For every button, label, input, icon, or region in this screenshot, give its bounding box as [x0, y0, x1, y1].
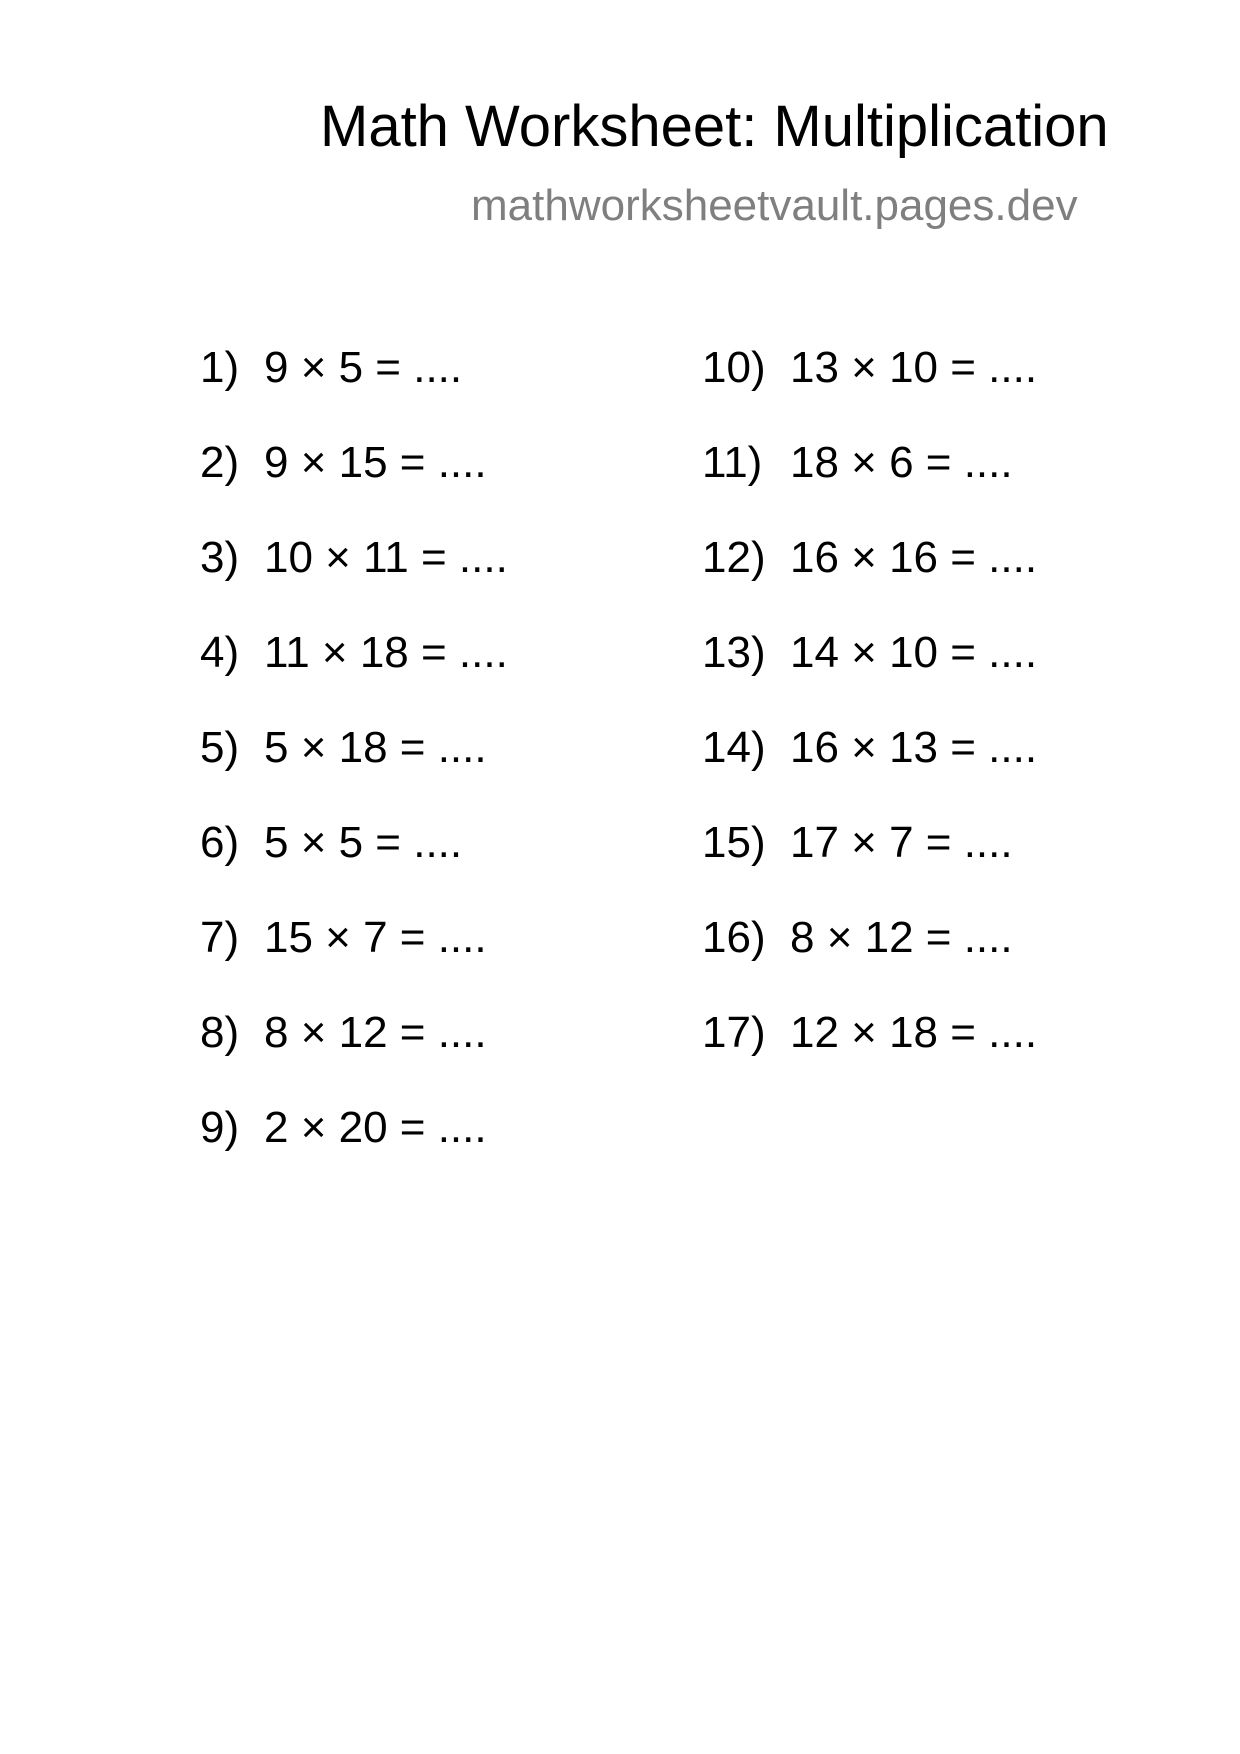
problem-number: 1) [200, 343, 240, 392]
problem-item [702, 343, 1038, 441]
problem-item [200, 1008, 508, 1106]
problem-expression: 15 × 7 = .... [264, 913, 487, 962]
problem-number: 7) [200, 913, 240, 962]
problem-expression: 18 × 6 = .... [790, 438, 1013, 487]
problem-item [702, 913, 1037, 1011]
problem-item [702, 818, 1037, 916]
problem-number: 10) [702, 343, 766, 392]
problem-item [200, 438, 508, 536]
problem-expression: 16 × 16 = .... [790, 533, 1038, 582]
problem-number: 9) [200, 1103, 240, 1152]
problem-item [200, 1103, 508, 1201]
problem-number: 4) [200, 628, 240, 677]
problem-number: 16) [702, 913, 766, 962]
problem-number: 6) [200, 818, 240, 867]
source-url: mathworksheetvault.pages.dev [471, 181, 1078, 230]
problem-number: 14) [702, 723, 766, 772]
problem-item [702, 628, 1038, 726]
problem-expression: 12 × 18 = .... [790, 1008, 1038, 1057]
problem-expression: 14 × 10 = .... [790, 628, 1038, 677]
problem-expression: 13 × 10 = .... [790, 343, 1038, 392]
problem-number: 17) [702, 1008, 766, 1057]
problem-expression: 9 × 15 = .... [264, 438, 487, 487]
problem-number: 11) [702, 438, 763, 487]
problem-column-left [200, 343, 508, 1201]
problem-expression: 8 × 12 = .... [790, 913, 1013, 962]
problem-expression: 5 × 5 = .... [264, 818, 463, 867]
problem-expression: 2 × 20 = .... [264, 1103, 487, 1152]
problem-number: 8) [200, 1008, 240, 1057]
problem-expression: 9 × 5 = .... [264, 343, 463, 392]
problem-item [702, 438, 1037, 536]
problem-item [702, 1008, 1038, 1106]
problem-item [702, 723, 1038, 821]
problem-expression: 17 × 7 = .... [790, 818, 1013, 867]
problem-item [200, 533, 508, 631]
problem-number: 15) [702, 818, 766, 867]
problem-item [200, 818, 508, 916]
problem-item [200, 628, 508, 726]
problem-number: 12) [702, 533, 766, 582]
problem-expression: 5 × 18 = .... [264, 723, 487, 772]
problem-expression: 10 × 11 = .... [264, 533, 508, 582]
problem-column-right [702, 343, 1038, 1106]
page-title: Math Worksheet: Multiplication [320, 94, 1109, 159]
problem-number: 3) [200, 533, 240, 582]
problem-number: 13) [702, 628, 766, 677]
problem-item [200, 343, 508, 441]
problem-item [702, 533, 1038, 631]
problem-item [200, 723, 508, 821]
problem-expression: 11 × 18 = .... [264, 628, 508, 677]
problem-expression: 16 × 13 = .... [790, 723, 1038, 772]
problem-number: 2) [200, 438, 240, 487]
problem-item [200, 913, 508, 1011]
problem-number: 5) [200, 723, 240, 772]
worksheet-header [0, 0, 1240, 260]
problem-expression: 8 × 12 = .... [264, 1008, 487, 1057]
